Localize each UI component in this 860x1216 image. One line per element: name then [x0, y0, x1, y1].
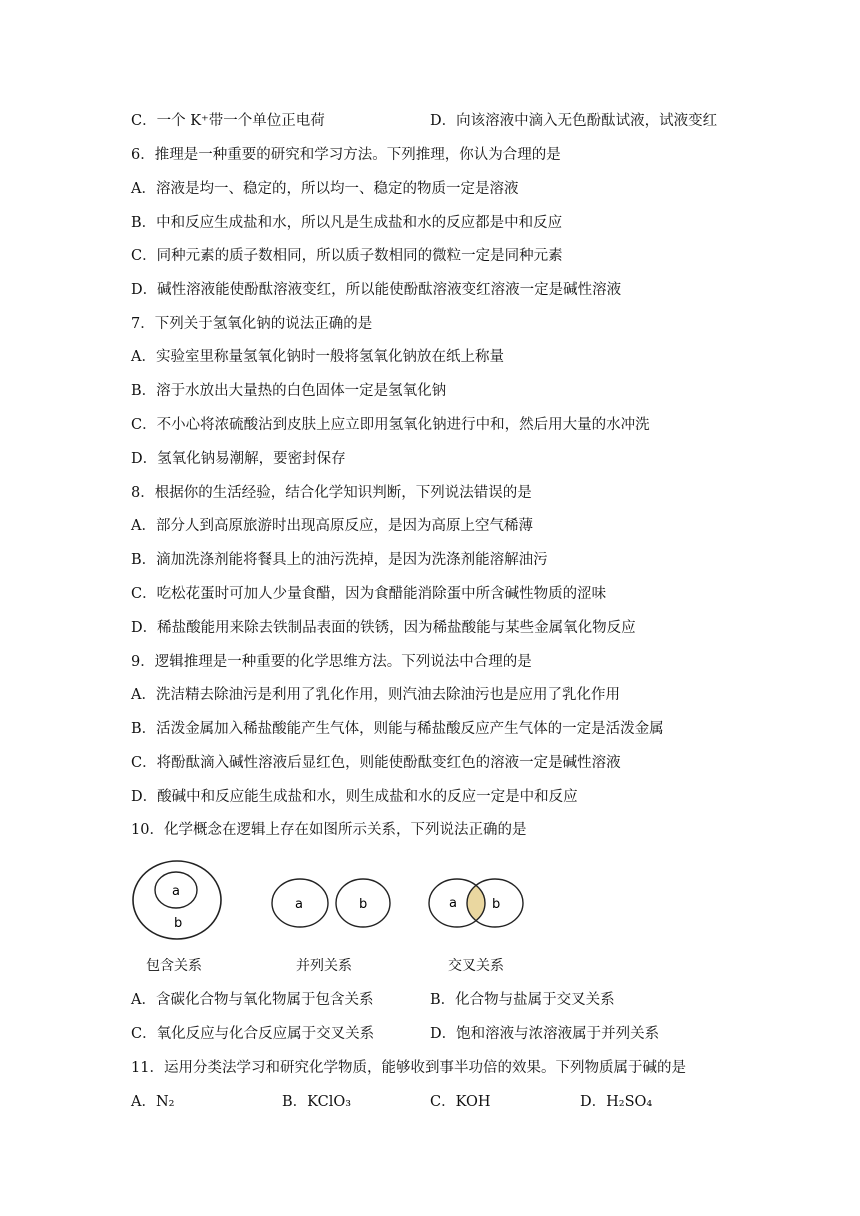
containment-label-a: a [172, 884, 180, 899]
q6-option-d: D．碱性溶液能使酚酞溶液变红，所以能使酚酞溶液变红溶液一定是碱性溶液 [131, 282, 622, 298]
q7-option-b: B．溶于水放出大量热的白色固体一定是氢氧化钠 [131, 383, 447, 399]
intersection-label-b: b [492, 897, 501, 912]
q9-stem: 9．逻辑推理是一种重要的化学思维方法。下列说法中合理的是 [131, 654, 532, 670]
q10-option-c: C．氧化反应与化合反应属于交叉关系 [131, 1026, 375, 1042]
q10-option-a: A．含碳化合物与氧化物属于包含关系 [131, 992, 374, 1008]
logic-relation-diagram [128, 858, 528, 948]
q9-option-a: A．洗洁精去除油污是利用了乳化作用，则汽油去除油污也是应用了乳化作用 [131, 687, 620, 703]
intersection-caption: 交叉关系 [448, 958, 504, 974]
intersection-diagram [429, 879, 523, 927]
q11-option-b: B．KClO₃ [282, 1094, 352, 1110]
parallel-label-b: b [359, 897, 368, 912]
q8-option-d: D．稀盐酸能用来除去铁制品表面的铁锈，因为稀盐酸能与某些金属氧化物反应 [131, 620, 636, 636]
q11-option-d: D．H₂SO₄ [580, 1094, 653, 1110]
parallel-caption: 并列关系 [296, 958, 352, 974]
containment-diagram [133, 861, 221, 939]
q11-stem: 11．运用分类法学习和研究化学物质，能够收到事半功倍的效果。下列物质属于碱的是 [131, 1060, 686, 1076]
q10-option-d: D．饱和溶液与浓溶液属于并列关系 [430, 1026, 660, 1042]
q6-option-a: A．溶液是均一、稳定的，所以均一、稳定的物质一定是溶液 [131, 181, 519, 197]
q7-option-c: C．不小心将浓硫酸沾到皮肤上应立即用氢氧化钠进行中和，然后用大量的水冲洗 [131, 417, 650, 433]
q11-option-a: A．N₂ [131, 1094, 175, 1110]
q8-option-b: B．滴加洗涤剂能将餐具上的油污洗掉，是因为洗涤剂能溶解油污 [131, 552, 548, 568]
containment-caption: 包含关系 [146, 958, 202, 974]
containment-label-b: b [174, 916, 183, 931]
q11-option-c: C．KOH [430, 1094, 491, 1110]
q8-stem: 8．根据你的生活经验，结合化学知识判断，下列说法错误的是 [131, 485, 532, 501]
intersection-label-a: a [449, 896, 457, 911]
q10-stem: 10．化学概念在逻辑上存在如图所示关系，下列说法正确的是 [131, 822, 527, 838]
q10-option-b: B．化合物与盐属于交叉关系 [430, 992, 615, 1008]
parallel-label-a: a [295, 897, 303, 912]
q8-option-c: C．吃松花蛋时可加人少量食醋，因为食醋能消除蛋中所含碱性物质的涩味 [131, 586, 607, 602]
q9-option-d: D．酸碱中和反应能生成盐和水，则生成盐和水的反应一定是中和反应 [131, 789, 578, 805]
q7-stem: 7．下列关于氢氧化钠的说法正确的是 [131, 316, 373, 332]
q8-option-a: A．部分人到高原旅游时出现高原反应，是因为高原上空气稀薄 [131, 518, 533, 534]
q5-option-d: D．向该溶液中滴入无色酚酞试液，试液变红 [430, 113, 718, 129]
q9-option-b: B．活泼金属加入稀盐酸能产生气体，则能与稀盐酸反应产生气体的一定是活泼金属 [131, 721, 664, 737]
q7-option-a: A．实验室里称量氢氧化钠时一般将氢氧化钠放在纸上称量 [131, 349, 504, 365]
q6-stem: 6．推理是一种重要的研究和学习方法。下列推理，你认为合理的是 [131, 147, 561, 163]
q9-option-c: C．将酚酞滴入碱性溶液后显红色，则能使酚酞变红色的溶液一定是碱性溶液 [131, 755, 621, 771]
parallel-diagram [272, 879, 390, 927]
q7-option-d: D．氢氧化钠易潮解，要密封保存 [131, 451, 346, 467]
q5-option-c: C．一个 K⁺带一个单位正电荷 [131, 113, 325, 129]
q6-option-c: C．同种元素的质子数相同，所以质子数相同的微粒一定是同种元素 [131, 248, 563, 264]
q6-option-b: B．中和反应生成盐和水，所以凡是生成盐和水的反应都是中和反应 [131, 215, 563, 231]
